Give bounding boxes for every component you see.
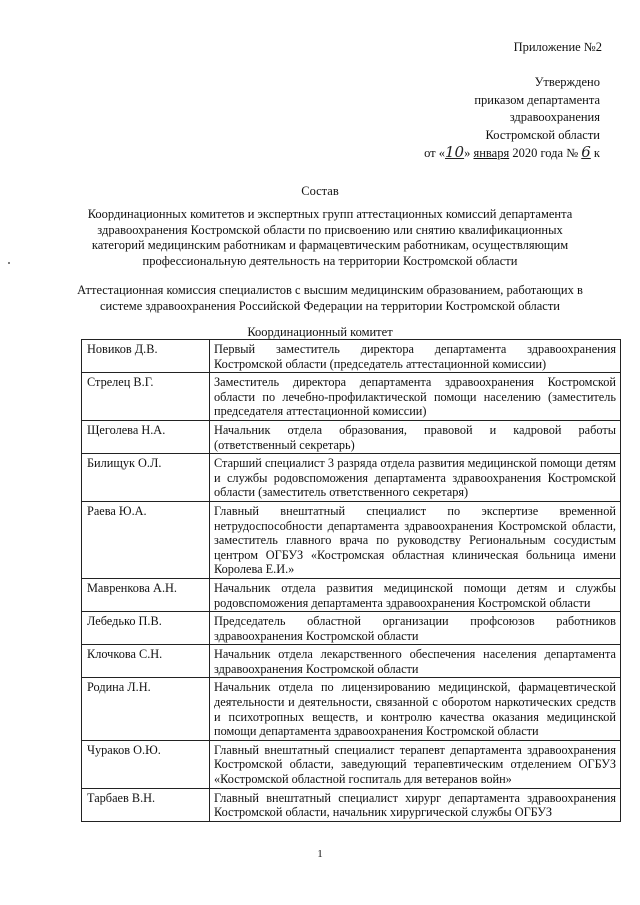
table-row <box>82 420 621 453</box>
order-month: января <box>473 146 510 160</box>
order-number-handwritten: 6 <box>581 143 591 161</box>
table-row <box>82 678 621 740</box>
member-name: Клочкова С.Н. <box>82 645 210 678</box>
member-role: Председатель областной организации профсоюзов работников здравоохранения Костромской области <box>210 612 621 645</box>
member-role: Начальник отдела по лицензированию медицинской, фармацевтической деятельности и деятельности, связанной с оборотом наркотических средств и психотропных веществ, и контролю качества оказания медицинской помощи департамента здравоохранения Костромской области <box>210 678 621 740</box>
member-name: Мавренкова А.Н. <box>82 578 210 611</box>
approval-line: Утверждено <box>534 75 600 89</box>
commission-heading: Аттестационная комиссия специалистов с высшим медицинским образованием, работающих в системе здравоохранения Российской Федерации на территории Костромской области <box>77 283 583 313</box>
member-name: Чураков О.Ю. <box>82 740 210 788</box>
member-role: Начальник отдела развития медицинской помощи детям и службы родовспоможения департамента здравоохранения Костромской области <box>210 578 621 611</box>
member-name: Билищук О.Л. <box>82 454 210 502</box>
order-day-handwritten: 10 <box>445 143 465 161</box>
order-mid: » <box>464 146 474 160</box>
member-name: Новиков Д.В. <box>82 340 210 373</box>
member-name: Щеголева Н.А. <box>82 420 210 453</box>
document-title: Состав <box>301 184 339 198</box>
scan-speck <box>8 262 10 264</box>
table-row <box>82 788 621 821</box>
table-row <box>82 454 621 502</box>
appendix-label: Приложение №2 <box>513 40 602 54</box>
table-row <box>82 501 621 578</box>
member-role: Заместитель директора департамента здравоохранения Костромской области по лечебно-профилактической помощи населению (заместитель председателя аттестационной комиссии) <box>210 373 621 421</box>
table-row <box>82 578 621 611</box>
member-name: Родина Л.Н. <box>82 678 210 740</box>
order-date-line <box>424 144 600 163</box>
member-role: Начальник отдела образования, правовой и кадровой работы (ответственный секретарь) <box>210 420 621 453</box>
member-role: Старший специалист 3 разряда отдела развития медицинской помощи детям и службы родовспоможения департамента здравоохранения Костромской области (заместитель ответственного секретаря) <box>210 454 621 502</box>
member-name: Тарбаев В.Н. <box>82 788 210 821</box>
table-row <box>82 645 621 678</box>
member-role: Первый заместитель директора департамента здравоохранения Костромской области (председатель аттестационной комиссии) <box>210 340 621 373</box>
committee-heading: Координационный комитет <box>247 325 393 339</box>
approval-line: приказом департамента <box>474 92 600 107</box>
order-suffix: к <box>593 146 600 160</box>
order-prefix: от « <box>424 146 445 160</box>
member-role: Начальник отдела лекарственного обеспечения населения департамента здравоохранения Костромской области <box>210 645 621 678</box>
member-name: Стрелец В.Г. <box>82 373 210 421</box>
table-row <box>82 740 621 788</box>
table-row <box>82 340 621 373</box>
member-name: Лебедько П.В. <box>82 612 210 645</box>
member-role: Главный внештатный специалист хирург департамента здравоохранения Костромской области, начальник хирургической службы ОГБУЗ <box>210 788 621 821</box>
document-subtitle: Координационных комитетов и экспертных групп аттестационных комиссий департамента здравоохранения Костромской области по присвоению или снятию квалификационных категорий медицинским работникам и фармацевтическим работникам, осуществляющим профессиональную деятельность на территории Костромской области <box>87 207 573 268</box>
table-row <box>82 612 621 645</box>
members-table <box>81 339 621 822</box>
table-row <box>82 373 621 421</box>
order-year: 2020 года № <box>509 146 582 160</box>
page-number: 1 <box>317 848 323 860</box>
approval-block <box>424 74 600 163</box>
members-table-body <box>82 340 621 822</box>
approval-line: Костромской области <box>485 127 600 142</box>
approval-line: здравоохранения <box>509 110 600 124</box>
member-role: Главный внештатный специалист по экспертизе временной нетрудоспособности департамента здравоохранения Костромской области, заместитель главного врача по руководству Региональным сосудистым центром ОГБУЗ «Костромская областная клиническая больница имени Королева Е.И.» <box>210 501 621 578</box>
member-role: Главный внештатный специалист терапевт департамента здравоохранения Костромской области, заведующий терапевтическим отделением ОГБУЗ «Костромской областной госпиталь для ветеранов войн» <box>210 740 621 788</box>
member-name: Раева Ю.А. <box>82 501 210 578</box>
